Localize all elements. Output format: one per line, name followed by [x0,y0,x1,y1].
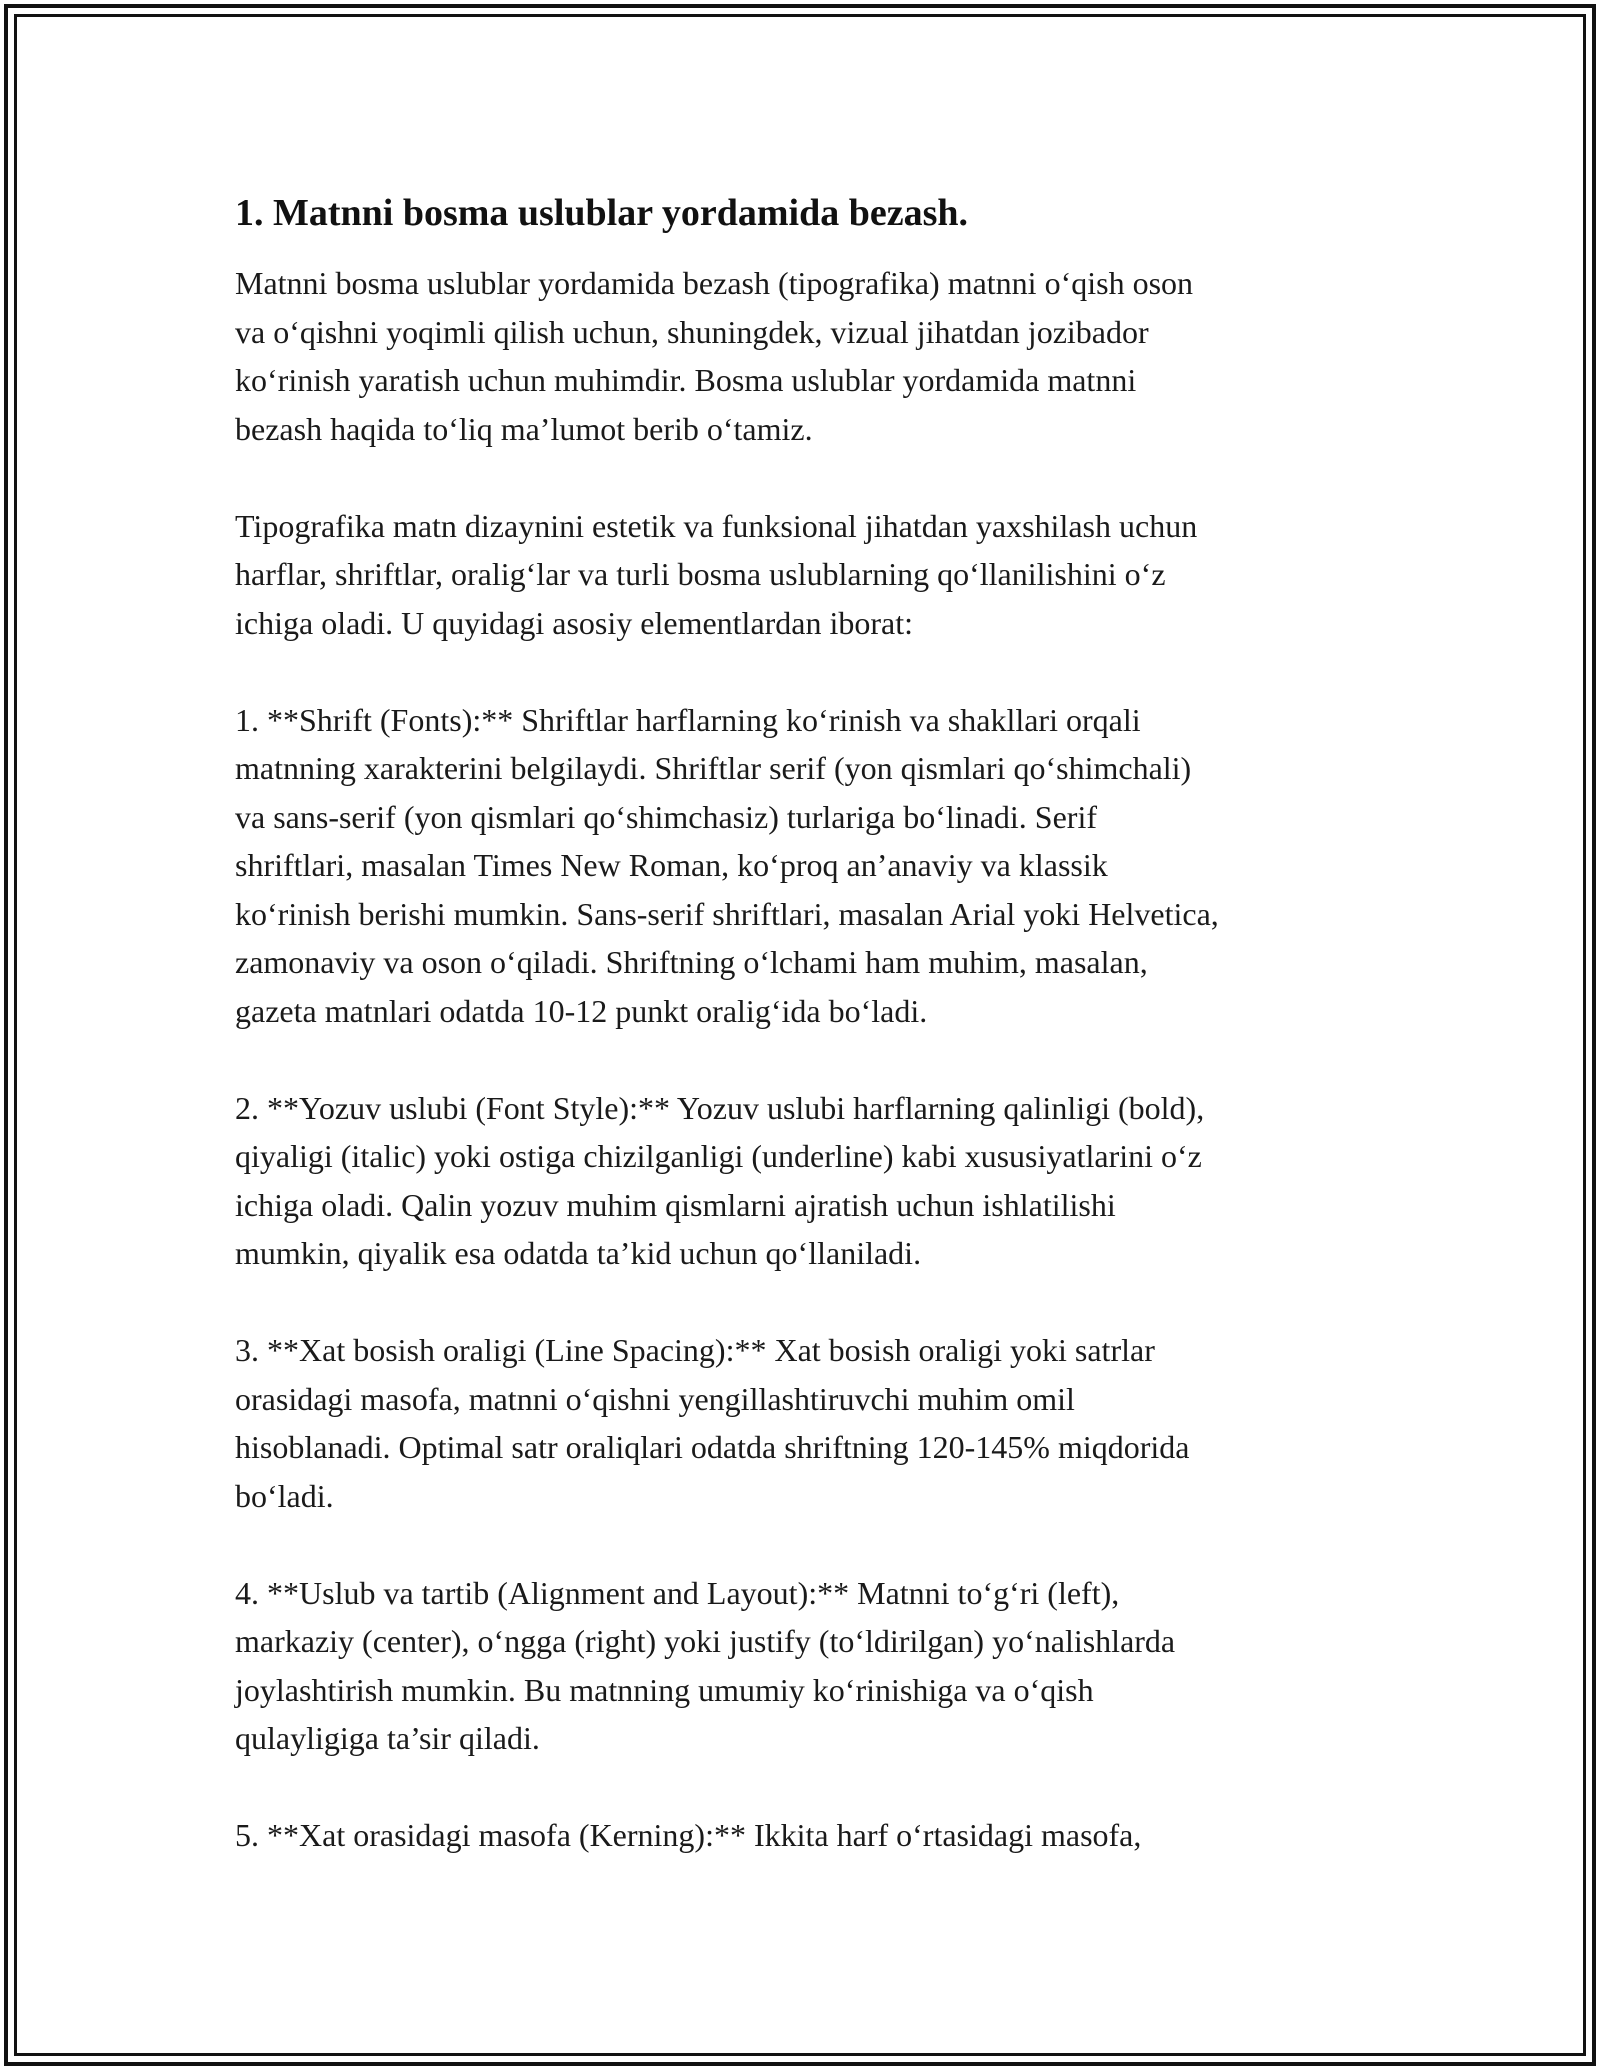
paragraph-intro [235,259,1385,453]
paragraph-item-line-spacing [235,1326,1385,1520]
text-line: ko‘rinish yaratish uchun muhimdir. Bosma uslublar yordamida matnni [235,362,1137,398]
text-line: mumkin, qiyalik esa odatda ta’kid uchun qo‘llaniladi. [235,1235,922,1271]
text-line: 3. **Xat bosish oraligi (Line Spacing):** Xat bosish oraligi yoki satrlar [235,1332,1155,1368]
text-line: ichiga oladi. U quyidagi asosiy elementlardan iborat: [235,604,914,641]
paragraph-typography [235,502,1385,648]
text-line: shriftlari, masalan Times New Roman, ko‘proq an’anaviy va klassik [235,847,1108,883]
text-line: 1. **Shrift (Fonts):** Shriftlar harflarning ko‘rinish va shakllari orqali [235,701,1141,738]
text-line: hisoblanadi. Optimal satr oraliqlari odatda shriftning 120-145% miqdorida [235,1429,1190,1465]
text-line: bo‘ladi. [235,1477,334,1514]
text-line: ichiga oladi. Qalin yozuv muhim qismlarni ajratish uchun ishlatilishi [235,1186,1116,1223]
text-line: Matnni bosma uslublar yordamida bezash (tipografika) matnni o‘qish oson [235,265,1194,301]
text-line: bezash haqida to‘liq ma’lumot berib o‘tamiz. [235,410,813,447]
paragraph-item-font-style [235,1084,1385,1278]
text-line: markaziy (center), o‘ngga (right) yoki justify (to‘ldirilgan) yo‘nalishlarda [235,1623,1176,1659]
text-line: Tipografika matn dizaynini estetik va funksional jihatdan yaxshilash uchun [235,507,1198,544]
text-line: va o‘qishni yoqimli qilish uchun, shuningdek, vizual jihatdan jozibador [235,313,1149,350]
text-line: harflar, shriftlar, oralig‘lar va turli bosma uslublarning qo‘llanilishini o‘z [235,556,1166,592]
text-line: orasidagi masofa, matnni o‘qishni yengillashtiruvchi muhim omil [235,1380,1075,1417]
paragraph-item-fonts [235,696,1385,1036]
text-line: 2. **Yozuv uslubi (Font Style):** Yozuv uslubi harflarning qalinligi (bold), [235,1089,1205,1126]
text-line: matnning xarakterini belgilaydi. Shriftlar serif (yon qismlari qo‘shimchali) [235,750,1192,786]
paragraph-item-kerning [235,1811,1385,1860]
paragraph-item-alignment [235,1569,1385,1763]
text-line: qiyaligi (italic) yoki ostiga chizilganligi (underline) kabi xususiyatlarini o‘z [235,1138,1202,1174]
text-line: gazeta matnlari odatda 10-12 punkt oralig‘ida bo‘ladi. [235,992,928,1029]
text-line: 5. **Xat orasidagi masofa (Kerning):** Ikkita harf o‘rtasidagi masofa, [235,1817,1142,1853]
document-body [235,185,1385,1908]
text-line: ko‘rinish berishi mumkin. Sans-serif shriftlari, masalan Arial yoki Helvetica, [235,895,1219,932]
text-line: joylashtirish mumkin. Bu matnning umumiy ko‘rinishiga va o‘qish [235,1671,1094,1708]
text-line: 4. **Uslub va tartib (Alignment and Layout):** Matnni to‘g‘ri (left), [235,1574,1120,1611]
text-line: va sans-serif (yon qismlari qo‘shimchasiz) turlariga bo‘linadi. Serif [235,798,1097,835]
text-line: qulayligiga ta’sir qiladi. [235,1720,540,1756]
page-title: 1. Matnni bosma uslublar yordamida bezash. [235,192,969,234]
text-line: zamonaviy va oson o‘qiladi. Shriftning o‘lchami ham muhim, masalan, [235,944,1148,980]
